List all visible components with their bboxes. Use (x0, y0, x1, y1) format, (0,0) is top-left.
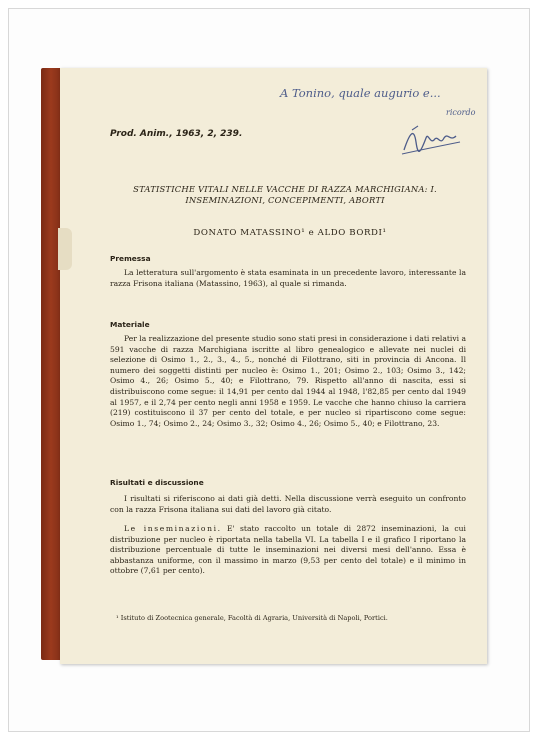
subsection-heading-inseminazioni: Le inseminazioni. (124, 524, 222, 533)
article-title: STATISTICHE VITALI NELLE VACCHE DI RAZZA MARCHIGIANA: I. INSEMINAZIONI, CONCEPIMENTI, ABORTI (133, 184, 437, 205)
journal-reference: Prod. Anim., 1963, 2, 239. (110, 129, 243, 139)
subsection-text-inseminazioni: E' stato raccolto un totale di 2872 inseminazioni, la cui distribuzione per nucleo è riportata nella tabella VI. La tabella I e il grafico I riportano la distribuzione percentuale di tutte le inseminazioni nei diversi mesi dell'anno. Essa è abbastanza uniforme, con il massimo in marzo (9,53 per cento del totale) e il minimo in ottobre (7,61 per cento). (110, 524, 466, 576)
handwritten-signature (400, 124, 462, 158)
handwritten-dedication-continued: ricordo (446, 108, 476, 117)
section-heading-materiale: Materiale (110, 320, 150, 329)
section-heading-premessa: Premessa (110, 254, 151, 263)
section-text-materiale: Per la realizzazione del presente studio sono stati presi in considerazione i dati relativi a 591 vacche di razza Marchigiana iscritte al libro genealogico e allevate nei nuclei di selezione di Osimo 1., 2., 3., 4., 5., nonché di Filottrano, siti in provincia di Ancona. Il numero dei soggetti distinti per nucleo è: Osimo 1., 201; Osimo 2., 103; Osimo 3., 142; Osimo 4., 26; Osimo 5., 40; e Filottrano, 79. Rispetto all'anno di nascita, essi si distribuiscono come segue: il 14,91 per cento dal 1944 al 1948, l'82,85 per cento dal 1949 al 1957, e il 2,74 per cento negli anni 1958 e 1959. Le vacche che hanno chiuso la carriera (219) costituiscono il 37 per cento del totale, e per nucleo si ripartiscono come segue: Osimo 1., 74; Osimo 2., 24; Osimo 3., 32; Osimo 4., 26; Osimo 5., 40; e Filottrano, 23. (110, 334, 466, 428)
document-page (60, 68, 487, 664)
spine-tear (58, 228, 72, 270)
article-authors: DONATO MATASSINO¹ e ALDO BORDI¹ (193, 228, 387, 238)
handwritten-dedication: A Tonino, quale augurio e... (280, 86, 441, 100)
section-text-premessa: La letteratura sull'argomento è stata esaminata in un precedente lavoro, interessante la razza Frisona italiana (Matassino, 1963), al quale si rimanda. (110, 268, 466, 288)
section-heading-risultati: Risultati e discussione (110, 478, 204, 487)
footnote-affiliation: ¹ Istituto di Zootecnica generale, Facoltà di Agraria, Università di Napoli, Portici. (116, 614, 388, 622)
section-text-risultati: I risultati si riferiscono ai dati già detti. Nella discussione verrà eseguito un confronto con la razza Frisona italiana sui dati del lavoro già citato. (110, 494, 466, 514)
subsection-inseminazioni (110, 524, 466, 577)
